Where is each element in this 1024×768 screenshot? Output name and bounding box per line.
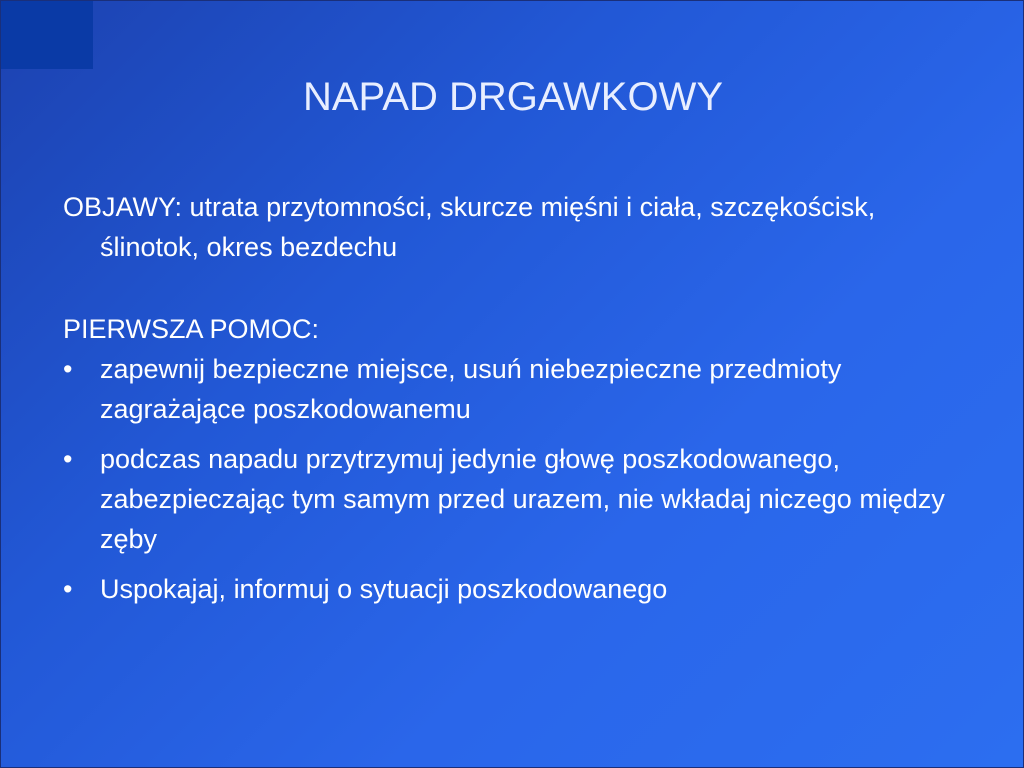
list-item bbox=[63, 569, 963, 609]
bullet-icon: • bbox=[63, 354, 73, 384]
bullet-icon: • bbox=[63, 444, 73, 474]
list-item bbox=[63, 349, 963, 429]
corner-decoration bbox=[1, 1, 93, 69]
first-aid-heading: PIERWSZA POMOC: bbox=[63, 314, 320, 344]
list-item-text: podczas napadu przytrzymuj jedynie głowę poszkodowanego, zabezpieczając tym samym przed urazem, nie wkładaj niczego między zęby bbox=[100, 444, 945, 554]
spacer bbox=[63, 267, 963, 309]
bullet-icon: • bbox=[63, 574, 73, 604]
symptoms-text: OBJAWY: utrata przytomności, skurcze mięśni i ciała, szczękościsk, ślinotok, okres bezdechu bbox=[63, 192, 876, 262]
list-item bbox=[63, 439, 963, 559]
slide-content bbox=[63, 187, 963, 619]
list-item-text: Uspokajaj, informuj o sytuacji poszkodowanego bbox=[100, 574, 668, 604]
list-item-text: zapewnij bezpieczne miejsce, usuń niebezpieczne przedmioty zagrażające poszkodowanemu bbox=[100, 354, 842, 424]
first-aid-list bbox=[63, 349, 963, 609]
slide-title: NAPAD DRGAWKOWY bbox=[302, 75, 724, 119]
